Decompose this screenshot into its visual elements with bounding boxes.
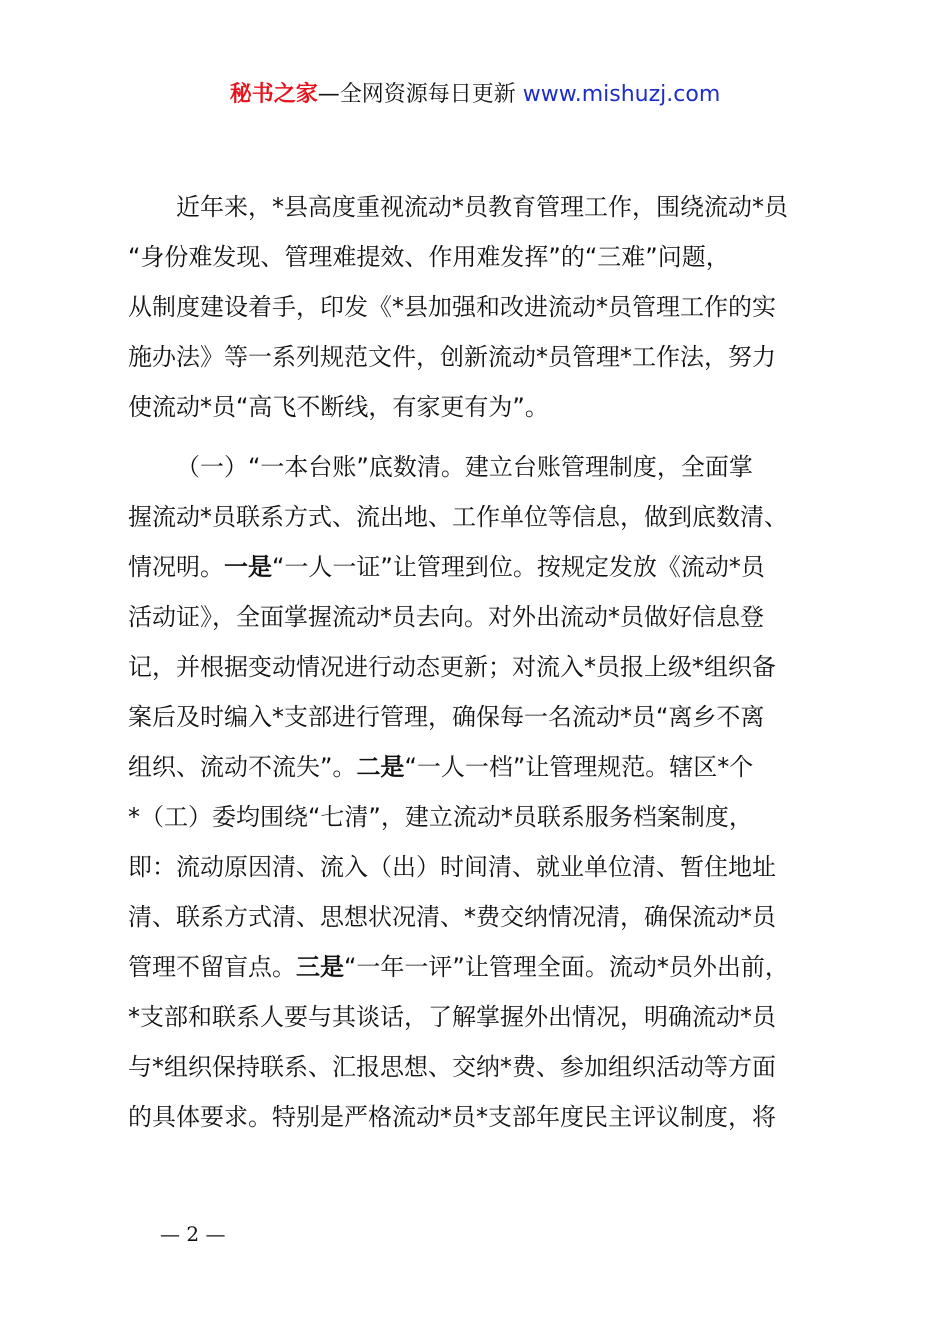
text-line: 使流动*员“高飞不断线，有家更有为”。: [128, 393, 549, 421]
text-line: 清、联系方式清、思想状况清、*费交纳情况清，确保流动*员: [128, 903, 776, 931]
text-line: [128, 742, 836, 792]
paragraph-section-1: [128, 442, 836, 1142]
text-line: 与*组织保持联系、汇报思想、交纳*费、参加组织活动等方面: [128, 1053, 776, 1081]
text-line: 案后及时编入*支部进行管理，确保每一名流动*员“离乡不离: [128, 703, 765, 731]
text-line: 施办法》等一系列规范文件，创新流动*员管理*工作法，努力: [128, 343, 776, 371]
bold-keyword: 一是: [224, 553, 272, 581]
text-line: “身份难发现、管理难提效、作用难发挥”的“三难”问题，: [128, 243, 730, 271]
text-run: 组织、流动不流失”。: [128, 753, 357, 781]
text-run: “一人一证”让管理到位。按规定发放《流动*员: [272, 553, 765, 581]
text-run: “一年一评”让管理全面。流动*员外出前，: [344, 953, 789, 981]
text-line: *支部和联系人要与其谈话，了解掌握外出情况，明确流动*员: [128, 1003, 776, 1031]
site-header: [0, 78, 950, 112]
text-line: 即：流动原因清、流入（出）时间清、就业单位清、暂住地址: [128, 853, 776, 881]
text-line: 的具体要求。特别是严格流动*员*支部年度民主评议制度，将: [128, 1103, 776, 1131]
page-number: — 2 —: [160, 1222, 226, 1246]
text-line: （一）“一本台账”底数清。建立台账管理制度，全面掌: [176, 453, 753, 481]
bold-keyword: 二是: [356, 753, 405, 781]
brand-name: 秘书之家: [229, 82, 318, 107]
text-line: *（工）委均围绕“七清”，建立流动*员联系服务档案制度，: [128, 803, 753, 831]
header-url[interactable]: www.mishuzj.com: [522, 82, 721, 107]
text-line: [128, 542, 836, 592]
text-line: 从制度建设着手，印发《*县加强和改进流动*员管理工作的实: [128, 293, 776, 321]
text-run: “一人一档”让管理规范。辖区*个: [404, 753, 754, 781]
text-line: 近年来，*县高度重视流动*员教育管理工作，围绕流动*员: [176, 193, 788, 221]
header-slogan: —全网资源每日更新: [317, 82, 523, 107]
text-run: 管理不留盲点。: [128, 953, 296, 981]
text-line: 活动证》，全面掌握流动*员去向。对外出流动*员做好信息登: [128, 603, 764, 631]
text-line: 握流动*员联系方式、流出地、工作单位等信息，做到底数清、: [128, 503, 788, 531]
paragraph-intro: [128, 182, 836, 432]
text-line: 记，并根据变动情况进行动态更新；对流入*员报上级*组织备: [128, 653, 776, 681]
text-line: [128, 942, 836, 992]
bold-keyword: 三是: [296, 953, 344, 981]
text-run: 情况明。: [128, 553, 224, 581]
